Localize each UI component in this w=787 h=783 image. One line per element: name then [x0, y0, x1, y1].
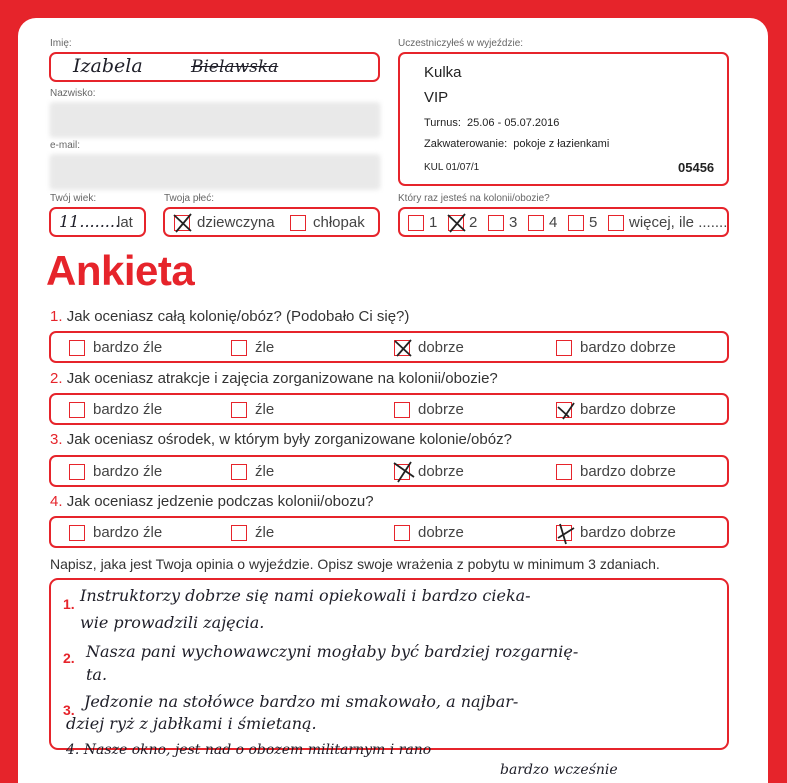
q4-option-4-label: bardzo dobrze [580, 524, 676, 541]
participant-label: Uczestniczyłeś w wyjeździe: [398, 38, 524, 49]
visits-5-checkbox[interactable] [568, 215, 584, 231]
question-3-answers [49, 455, 729, 487]
question-1-text: 1. Jak oceniasz całą kolonię/obóz? (Podobało Ci się?) [50, 308, 410, 325]
gender-label: Twoja płeć: [164, 193, 215, 204]
participant-code: KUL 01/07/1 [424, 162, 480, 173]
q1-option-4-checkbox[interactable] [556, 340, 572, 356]
q4-option-2-checkbox[interactable] [231, 525, 247, 541]
age-value: 11........ [59, 212, 121, 231]
opinion-line-1b: wie prowadzili zajęcia. [80, 613, 265, 632]
q2-option-2-label: źle [255, 401, 275, 418]
gender-boy-checkbox[interactable] [290, 215, 306, 231]
check-x-icon [392, 337, 414, 359]
question-4-answers [49, 516, 729, 548]
q2-option-4-label: bardzo dobrze [580, 401, 676, 418]
visits-4-checkbox[interactable] [528, 215, 544, 231]
age-unit: lat [117, 214, 133, 231]
q4-option-4-checkbox[interactable] [556, 525, 572, 541]
visits-3-label: 3 [509, 214, 518, 231]
name-value: Izabela [73, 55, 143, 77]
email-redacted [50, 154, 380, 190]
q1-option-4-label: bardzo dobrze [580, 339, 676, 356]
q2-option-2-checkbox[interactable] [231, 402, 247, 418]
question-1-answers [49, 331, 729, 363]
email-label: e-mail: [50, 140, 81, 151]
q1-option-3-label: dobrze [418, 339, 464, 356]
q1-option-1-checkbox[interactable] [69, 340, 85, 356]
q2-option-3-label: dobrze [418, 401, 464, 418]
age-field[interactable] [49, 207, 146, 237]
name-label: Imię: [50, 38, 72, 49]
participant-turnus: Turnus: 25.06 - 05.07.2016 [424, 117, 560, 129]
surname-crossed: Bielawska [191, 57, 279, 77]
question-2-answers [49, 393, 729, 425]
q1-option-2-label: źle [255, 339, 275, 356]
q4-option-1-checkbox[interactable] [69, 525, 85, 541]
opinion-line-3a: Jedzonie na stołówce bardzo mi smakowało, a najbar- [84, 692, 519, 711]
q3-option-3-label: dobrze [418, 463, 464, 480]
opinion-line-2b: ta. [86, 665, 108, 684]
gender-field [163, 207, 380, 237]
check-x-icon [392, 461, 416, 483]
visits-more-checkbox[interactable] [608, 215, 624, 231]
q3-option-4-label: bardzo dobrze [580, 463, 676, 480]
visits-4-label: 4 [549, 214, 558, 231]
visits-2-label: 2 [469, 214, 478, 231]
name-field[interactable] [49, 52, 380, 82]
q2-option-1-checkbox[interactable] [69, 402, 85, 418]
q3-option-1-label: bardzo źle [93, 463, 163, 480]
q2-option-3-checkbox[interactable] [394, 402, 410, 418]
question-4-text: 4. Jak oceniasz jedzenie podczas kolonii/obozu? [50, 493, 374, 510]
visits-5-label: 5 [589, 214, 598, 231]
opinion-line-4b: bardzo wcześnie [500, 762, 618, 778]
surname-redacted [50, 102, 380, 138]
question-2-text: 2. Jak oceniasz atrakcje i zajęcia zorganizowane na kolonii/obozie? [50, 370, 498, 387]
q3-option-4-checkbox[interactable] [556, 464, 572, 480]
visits-field [398, 207, 729, 237]
check-x-icon [554, 522, 578, 546]
visits-more-label: więcej, ile ....... [629, 214, 728, 231]
opinion-line-3b: dziej ryż z jabłkami i śmietaną. [66, 714, 317, 733]
q3-option-3-checkbox[interactable] [394, 464, 410, 480]
q3-option-1-checkbox[interactable] [69, 464, 85, 480]
participant-lodging: Zakwaterowanie: pokoje z łazienkami [424, 138, 610, 150]
q1-option-2-checkbox[interactable] [231, 340, 247, 356]
check-x-icon [172, 212, 194, 234]
opinion-line-2a: Nasza pani wychowawczyni mogłaby być bardziej rozgarnię- [86, 642, 579, 661]
opinion-line-4a: 4. Nasze okno, jest nad o obozem militarnym i rano [66, 742, 432, 758]
check-x-icon [446, 212, 468, 234]
question-3-text: 3. Jak oceniasz ośrodek, w którym były zorganizowane kolonie/obóz? [50, 431, 512, 448]
opinion-line-1a: Instruktorzy dobrze się nami opiekowali i bardzo cieka- [80, 586, 531, 605]
opinion-line-2-number: 2. [63, 650, 75, 666]
visits-2-checkbox[interactable] [448, 215, 464, 231]
q4-option-3-checkbox[interactable] [394, 525, 410, 541]
visits-1-label: 1 [429, 214, 438, 231]
q4-option-1-label: bardzo źle [93, 524, 163, 541]
q1-option-1-label: bardzo źle [93, 339, 163, 356]
q4-option-2-label: źle [255, 524, 275, 541]
opinion-prompt: Napisz, jaka jest Twoja opinia o wyjeździe. Opisz swoje wrażenia z pobytu w minimum 3 zdaniach. [50, 556, 660, 572]
participant-box [398, 52, 729, 186]
age-label: Twój wiek: [50, 193, 97, 204]
participant-surname: Kulka [424, 64, 462, 81]
opinion-line-3-number: 3. [63, 702, 75, 718]
visits-3-checkbox[interactable] [488, 215, 504, 231]
surname-label: Nazwisko: [50, 88, 96, 99]
q3-option-2-label: źle [255, 463, 275, 480]
q4-option-3-label: dobrze [418, 524, 464, 541]
survey-title: Ankieta [46, 247, 195, 294]
q1-option-3-checkbox[interactable] [394, 340, 410, 356]
visits-1-checkbox[interactable] [408, 215, 424, 231]
participant-number: 05456 [678, 160, 715, 175]
check-x-icon [554, 399, 576, 421]
visits-label: Który raz jesteś na kolonii/obozie? [398, 193, 550, 204]
q2-option-4-checkbox[interactable] [556, 402, 572, 418]
opinion-line-1-number: 1. [63, 596, 75, 612]
q2-option-1-label: bardzo źle [93, 401, 163, 418]
gender-girl-label: dziewczyna [197, 214, 275, 231]
gender-girl-checkbox[interactable] [174, 215, 190, 231]
q3-option-2-checkbox[interactable] [231, 464, 247, 480]
participant-category: VIP [424, 89, 449, 106]
gender-boy-label: chłopak [313, 214, 365, 231]
